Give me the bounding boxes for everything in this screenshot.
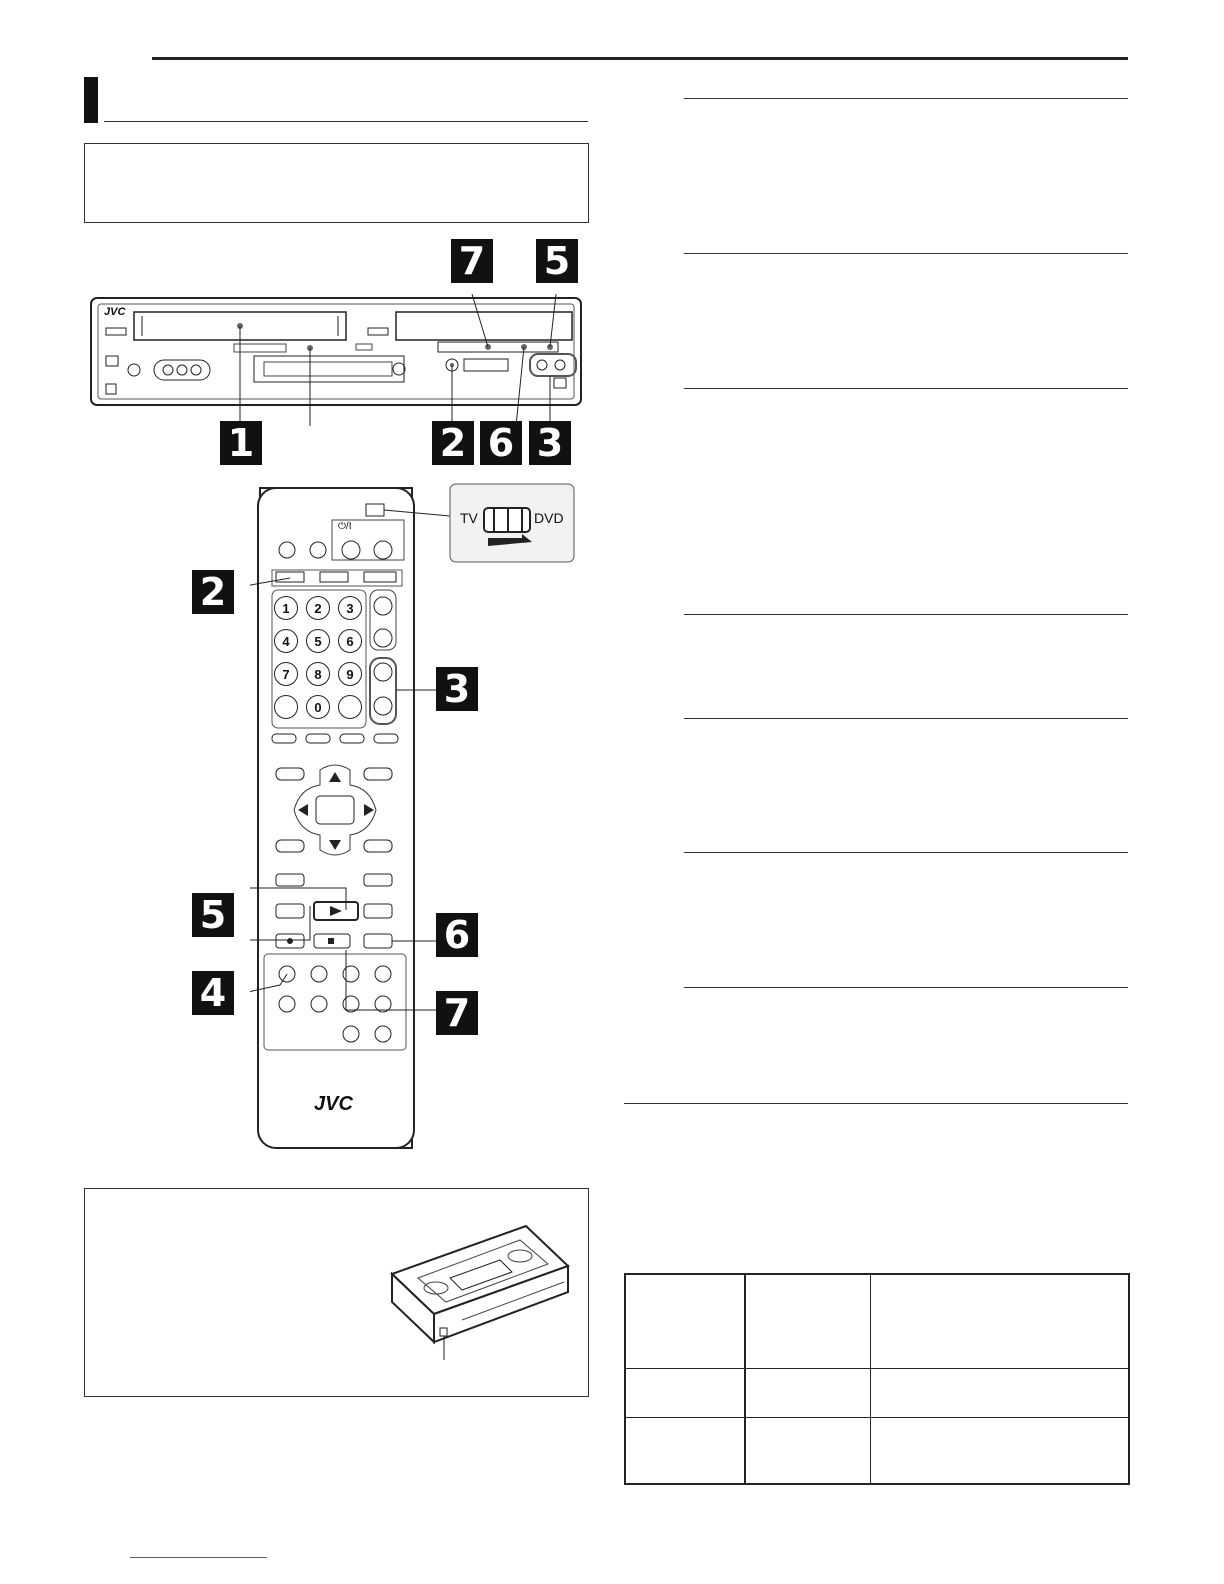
step-rule: [684, 987, 1128, 988]
note-rule: [624, 1103, 1128, 1104]
device-brand-logo: JVC: [104, 306, 126, 318]
step-badge-6-device: 6: [480, 421, 522, 465]
bottom-link-underline[interactable]: [130, 1557, 267, 1558]
numpad-key[interactable]: 4: [274, 629, 298, 653]
numpad-key[interactable]: 8: [306, 662, 330, 686]
step-badge-5-remote: 5: [192, 893, 234, 937]
step-badge-1-device: 1: [220, 421, 262, 465]
remote-switch-tv-label: TV: [460, 510, 478, 526]
numpad-key[interactable]: 2: [306, 596, 330, 620]
section-marker: [84, 77, 98, 123]
step-badge-5-device: 5: [536, 239, 578, 283]
step-badge-4-remote: 4: [192, 971, 234, 1015]
step-badge-6-remote: 6: [436, 913, 478, 957]
section-heading-rule: [104, 121, 588, 122]
step-rule: [684, 852, 1128, 853]
step-badge-7-remote: 7: [436, 991, 478, 1035]
table-row-divider: [626, 1417, 1128, 1418]
numpad-key[interactable]: 3: [338, 596, 362, 620]
step-rule: [684, 614, 1128, 615]
numpad-key[interactable]: 5: [306, 629, 330, 653]
intro-note-box: [84, 143, 589, 223]
step-badge-3-device: 3: [529, 421, 571, 465]
remote-brand-logo: JVC: [314, 1093, 353, 1115]
step-badge-2-device: 2: [432, 421, 474, 465]
remote-switch-dvd-label: DVD: [534, 510, 564, 526]
step-badge-7-device: 7: [451, 239, 493, 283]
step-rule: [684, 388, 1128, 389]
table-col-divider: [744, 1275, 746, 1483]
remote-control-illustration: [250, 480, 580, 1155]
numpad-key[interactable]: [338, 695, 362, 719]
top-rule: [152, 57, 1128, 60]
numpad-key[interactable]: 1: [274, 596, 298, 620]
step-rule: [684, 98, 1128, 99]
numpad-key[interactable]: 0: [306, 695, 330, 719]
step-rule: [684, 718, 1128, 719]
vhs-cassette-illustration: [388, 1222, 572, 1362]
numpad-key[interactable]: 7: [274, 662, 298, 686]
step-rule: [684, 253, 1128, 254]
step-badge-2-remote: 2: [192, 570, 234, 614]
remote-numpad: [274, 596, 366, 720]
numpad-key[interactable]: [274, 695, 298, 719]
numpad-key[interactable]: 9: [338, 662, 362, 686]
info-table: [624, 1273, 1130, 1485]
step-badge-3-remote: 3: [436, 667, 478, 711]
table-col-divider: [870, 1275, 871, 1483]
remote-power-label: ⏻/I: [338, 521, 352, 532]
table-row-divider: [626, 1368, 1128, 1369]
numpad-key[interactable]: 6: [338, 629, 362, 653]
